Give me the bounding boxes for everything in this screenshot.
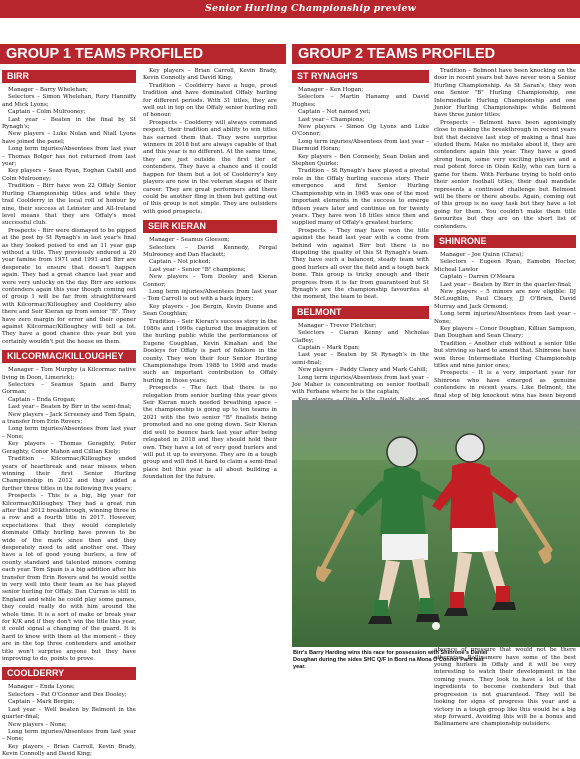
paragraph-coolderry-8: Prospects – Coolderry will always command respect, their tradition and ability to win titles has earned them that. They were surprise winners in 2018 but are always capable of that and this year is no different. At the same time, they are just outside the first tier of contenders. They have a chance and it could happen for them but a lot of Coolderry's key players are now in the veteran stages of their career. They are great performers and there could be another fling in them but getting out of this group is not simple. They are outsiders with good prospects.	[143, 119, 277, 215]
birr-shorts	[382, 534, 428, 560]
paragraph-shinrone-0: Manager – Joe Quinn (Clara);	[440, 251, 524, 258]
column-1	[2, 68, 137, 758]
paragraph-birr-0: Manager – Barry Whelehan;	[8, 87, 88, 93]
paragraph-coolderry-1: Selectors – Pat O'Connor and Des Dooley;	[8, 691, 127, 698]
section-body-belmont-cont	[434, 68, 576, 231]
paragraph-kilcormac-6: Key players – Thomas Geraghty, Peter Geraghty, Conor Mahon and Cillian Kiely;	[2, 441, 136, 455]
paragraph-belmont-5: Long term injuries/Absentees from last year – Joe Maher is concentrating on senior football with Ferbane where he is the captain;	[292, 374, 429, 396]
paragraph-coolderry-5: Long term injuries/Absentees from last year – None;	[2, 728, 136, 743]
paragraph-birr-7: Tradition – Birr have won 22 Offaly Senior Hurling Championship titles and while they trail Coolderry in the local roll of honour by nine, their success at Leinster and All-Ireland level means that they are Offaly's most successful club.	[2, 183, 136, 227]
paragraph-st-rynaghs-5: Long term injuries/Absentees from last year – Diarmuid Horan;	[292, 138, 429, 153]
banner-title: Senior Hurling Championship preview	[205, 3, 417, 14]
paragraph-st-rynaghs-7: Tradition – St Rynagh's have played a pivotal role in the Offaly hurling success story. Their emergence and first Senior Hurling Championship win in 1965 was one of the most important elements in the success to emerge fifteen years later and continue on for twenty years. They have won 18 titles since then and supplied many of Offaly's greatest hurlers;	[292, 168, 429, 227]
paragraph-st-rynaghs-6: Key players – Ben Conneely, Sean Dolan and Stephen Quirke;	[292, 153, 429, 168]
section-body-coolderry	[2, 684, 136, 758]
paragraph-ballinamere-8: absence of pressure that would not be there otherwise. Ballinamere have some of the best young hurlers in Offaly and it will be very interesting to watch their development in the coming years. They look to have a lot of the ingredients to become contenders but that progression is not guaranteed. They will be looking for signs of progress this year and a victory in a tough group like this would be a big step forward. Avoiding this will be a bonus and Ballinamere are championship outsiders.	[434, 647, 576, 728]
paragraph-kilcormac-4: New players – Jack Screeney and Tom Spain, a transfer from Erin Rovers;	[2, 411, 136, 426]
paragraph-birr-2: Captain – Colm Mulrooney;	[8, 109, 86, 116]
paragraph-belmont-8: Prospects – Belmont have been agonisingly close to making the breakthrough in recent years but that decisive last step of making a final has eluded them. Make no mistake about it, they are contenders again this year. They have a good strong team, some very exciting players and a real potent force in Oisin Kelly, who can turn a game for them. With Ferbane trying to hold onto their senior football titles, their dual mandate represents a continued challenge but Belmont will be there or there abouts. Again, coming out of this group is no easy task but they have a lot going for them. You couldn't make them title favourites but they are on the short list of contenders.	[434, 119, 576, 230]
paragraph-shinrone-2: Captain – Darren O'Meara	[440, 274, 515, 281]
paragraph-shinrone-1: Selectors – Eugeen Ryan, Eamobn Hoctor, Micheal Lawlor	[434, 259, 576, 273]
paragraph-st-rynaghs-0: Manager – Ken Hogan;	[298, 87, 364, 93]
group1-header	[0, 44, 286, 64]
paragraph-st-rynaghs-1: Selectors – Martin Hanamy and David Hughes;	[292, 94, 429, 108]
paragraph-shinrone-7: Tradition – Another club without a senior title but striving so hard to amend that. Shinrone have won three Intermediate Hurling Championship titles and nine junior ones;	[434, 340, 576, 370]
paragraph-seir-kieran-8: Prospects – The fact that there is no relegation from senior hurling this year gives Seir Kieran much needed breathing space – the championship is going up to ten teams in 2021 with the two senior "B" finalists being promoted and no one going down. Seir Kieran did well to bounce back last year after being relegated in 2018 and they should hold their own. They have a lot of very good hurlers and will put it up to everyone. They are in a tough group and will find it hard to claim a semi-final place but this year is all about building a foundation for the future.	[143, 385, 277, 481]
birr-helmet	[387, 437, 417, 467]
paragraph-kilcormac-0: Manager – Tom Murphy (a Kilcormac native living in Doon, Limerick);	[2, 367, 136, 381]
hurling-photo-illustration	[292, 400, 580, 647]
paragraph-birr-5: Long term injuries/Absentees from last year – Thomas Bolger has not returned from last year;	[2, 146, 136, 168]
paragraph-seir-kieran-6: Key players – Joe Bergin, Kevin Dunne and Sean Coughlan;	[143, 303, 277, 318]
column-2	[143, 68, 277, 733]
section-body-birr	[2, 87, 136, 346]
shinrone-jersey	[450, 462, 496, 532]
paragraph-belmont-1: Selectors – Ciaran Kenny and Nicholas Claffey;	[292, 330, 429, 344]
stand-background	[292, 400, 580, 460]
section-body-seir-kieran	[143, 237, 277, 481]
photo-caption: Birr's Barry Harding wins this race for possession with Shinrone's Daniel Doughan during the sides SHC Q/F in Bord na Mona O'Connor Park last year.	[293, 650, 488, 670]
paragraph-seir-kieran-4: New players – Tom Dooley and Kieran Connor;	[143, 274, 277, 288]
group2-title: GROUP 2 TEAMS PROFILED	[298, 46, 496, 62]
paragraph-shinrone-5: Long term injuries/Absentees from last year – None;	[434, 311, 576, 325]
paragraph-kilcormac-8: Prospects – This is a big, big year for Kilcormac/Killoughey. They had a great run after that 2012 breakthrough, winning three in a row and a fourth title in 2017. However, expectations that they would completely dominate Offaly hurling have proven to be wide of the mark since then and they desperately need to add another one. They have a lot of good young hurlers, a few of county standard and talented minors coming each year. Tom Spain is a big addition after his transfer from Erin Rovers and he would settle in very well into their team as he has played senior hurling for Offaly. Dan Curran is still in England and while he could play some games, they could really do with him around the whole time. It is a sort of make or break year for K/K and if they don't win the title this year, it could signal a changing of the guard. It is hard to know with them at the moment – they are in the top three contenders and another title won't surprise anyone but they have improving to do, points to prove.	[2, 493, 137, 663]
group1-title: GROUP 1 TEAMS PROFILED	[6, 46, 204, 62]
paragraph-coolderry-0: Manager – Enda Lyons;	[8, 684, 75, 691]
paragraph-kilcormac-7: Tradition – Kilcormac/Killoughey ended years of heartbreak and near misses when winning their first Senior Hurling Championship in 2012 and they added a further three titles in the following five years;	[2, 456, 136, 492]
paragraph-seir-kieran-1: Selectors – David Kennedy, Fergal Mulrooney and Dan Hackett;	[143, 244, 277, 258]
paragraph-st-rynaghs-4: New players – Simon Og Lyons and Luke O'Connor;	[292, 124, 429, 138]
paragraph-birr-6: Key players – Sean Ryan, Eoghan Cahill and Colm Mulrooney;	[2, 168, 136, 182]
paragraph-coolderry-2: Captain – Mark Bergin;	[8, 699, 75, 706]
paragraph-belmont-3: Last year – Beaten by St Rynagh's in the semi-final;	[292, 352, 429, 366]
paragraph-belmont-0: Manager – Trevor Fletcher;	[298, 322, 377, 329]
paragraph-coolderry-7: Tradition – Coolderry have a huge, proud tradition and have dominated Offaly hurling for different periods. With 31 titles, they are well out in top on the Offaly senior hurling roll of honour.	[143, 82, 277, 119]
section-body-kilcormac	[2, 367, 136, 663]
paragraph-seir-kieran-2: Captain – Not picked;	[149, 259, 211, 266]
paragraph-seir-kieran-0: Manager – Seamus Gleeson;	[149, 237, 230, 244]
hurling-photo	[292, 400, 580, 647]
sliotar-ball	[432, 622, 440, 630]
section-header-birr: BIRR	[2, 70, 136, 83]
paragraph-coolderry-6: Key players – Brian Carroll, Kevin Brady, Kevin Connolly and David King;	[2, 743, 136, 758]
section-body-coolderry-cont	[143, 68, 277, 216]
shinrone-shorts	[452, 528, 498, 552]
section-header-belmont: BELMONT	[292, 306, 429, 319]
paragraph-belmont-7: Tradition – Belmont have been knocking on the door in recent years but have never won a Senior Hurling Championship. As St Saran's, they won one Senior "B" Hurling Championship, one Intermediate Hurling Championship and one Junior Hurling Championships while Belmont have three junior titles;	[434, 68, 576, 119]
paragraph-kilcormac-3: Last year – Beaten by Birr in the semi-final;	[8, 404, 132, 411]
section-header-seir-kieran: SEIR KIERAN	[143, 220, 277, 233]
column-3	[292, 68, 429, 398]
paragraph-coolderry-3: Last year – Well beaten by Belmont in the quarter-final;	[2, 706, 136, 721]
paragraph-st-rynaghs-8: Prospects – They may have won the title against the head last year with a come from behind win against Birr but there is no disputing the quality of this St Rynagh's team. They have such a balanced, steady team with good hurlers all over the field and a tough back bone. This group is tricky enough and their progress from it is far from guaranteed but St Rynagh's are the championship favourites at the moment, the team to beat.	[292, 227, 429, 301]
shinrone-helmet	[456, 434, 484, 462]
paragraph-kilcormac-1: Selectors – Seamus Spain and Barry Gorman;	[2, 382, 136, 396]
paragraph-coolderry-6: Key players – Brian Carroll, Kevin Brady, Kevin Connolly and David King;	[143, 68, 277, 82]
section-header-shinrone: SHINRONE	[434, 235, 576, 248]
paragraph-coolderry-4: New players – None;	[8, 721, 67, 728]
paragraph-seir-kieran-3: Last year – Senior "B" champions;	[149, 266, 246, 273]
section-header-kilcormac: KILCORMAC/KILLOUGHEY	[2, 350, 136, 363]
section-body-st-rynaghs	[292, 87, 429, 302]
paragraph-birr-8: Prospects – Birr were dismayed to be pipped at the post by St Rynagh's in last year's final as they looked poised to end an 11 year gap without a title. They previously endured a 20 year famine from 1971 and 1991 and Birr are desperate to ensure that doesn't happen again. They had a great chance last year and were very unlucky on the day. Birr are serious contenders again this year though coming out of group 1 will be far from straightforward with Kilcormac/Killoughey and Coolderry also there and Seir Kieran up from senior "B". They have zero margin for error and their opener against Kilcormac/Killoughey will tell a lot. They have a good chance this year but you certainly wouldn't put the house on them.	[2, 227, 136, 345]
paragraph-belmont-2: Captain – Mark Egan;	[298, 345, 360, 351]
group2-header	[292, 44, 580, 64]
paragraph-birr-1: Selectors – Simon Whelehan, Rory Hanniffy and Mick Lyons;	[2, 94, 136, 108]
paragraph-kilcormac-5: Long term injuries/Absentees from last year – None;	[2, 426, 136, 440]
paragraph-shinrone-8: Prospects – It is a very important year for Shinrone who have emerged as genuine contenders in recent years. Like Belmont, the final step of big knockout wins has been beyond	[434, 370, 576, 399]
section-header-st-rynaghs: ST RYNAGH'S	[292, 70, 429, 83]
paragraph-seir-kieran-5: Long term injuries/Absentees from last year – Tom Carroll is out with a back injury;	[143, 288, 277, 303]
birr-jersey	[380, 466, 426, 538]
section-banner	[0, 0, 580, 18]
paragraph-kilcormac-2: Captain – Enda Grogan;	[8, 396, 76, 403]
paragraph-shinrone-3: Last year – Beaten by Birr in the quarter-final;	[440, 281, 572, 288]
paragraph-st-rynaghs-2: Captain – Not named yet;	[298, 109, 371, 116]
paragraph-st-rynaghs-3: Last year – Champions;	[298, 116, 365, 123]
paragraph-birr-4: New players – Luke Nolan and Niall Lyons have joined the panel;	[2, 131, 136, 145]
paragraph-seir-kieran-7: Tradition – Seir Kieran's success story in the 1980s and 1990s captured the imagination of the hurling public while the performances of Eugene Coughlan, Kevin Kinahan and the Dooleys for Offaly is part of folklore in the county. They won their four Senior Hurling Championships from 1988 to 1998 and made such an important contribution to Offaly hurling in those years;	[143, 318, 277, 384]
section-header-coolderry: COOLDERRY	[2, 667, 136, 680]
paragraph-shinrone-4: New players – 5 minors are now eligible: DJ McLoughlin, Paul Cleary, JJ O'Brien, David Murray and Jack Ormond;	[434, 288, 576, 310]
paragraph-belmont-4: New players – Paddy Clancy and Mark Cahill;	[298, 367, 428, 374]
paragraph-birr-3: Last year – Beaten in the final by St Rynagh's;	[2, 116, 136, 131]
paragraph-shinrone-6: Key players – Conor Doughan, Killian Sampson, Dan Doughan and Sean Cleary;	[434, 326, 576, 340]
